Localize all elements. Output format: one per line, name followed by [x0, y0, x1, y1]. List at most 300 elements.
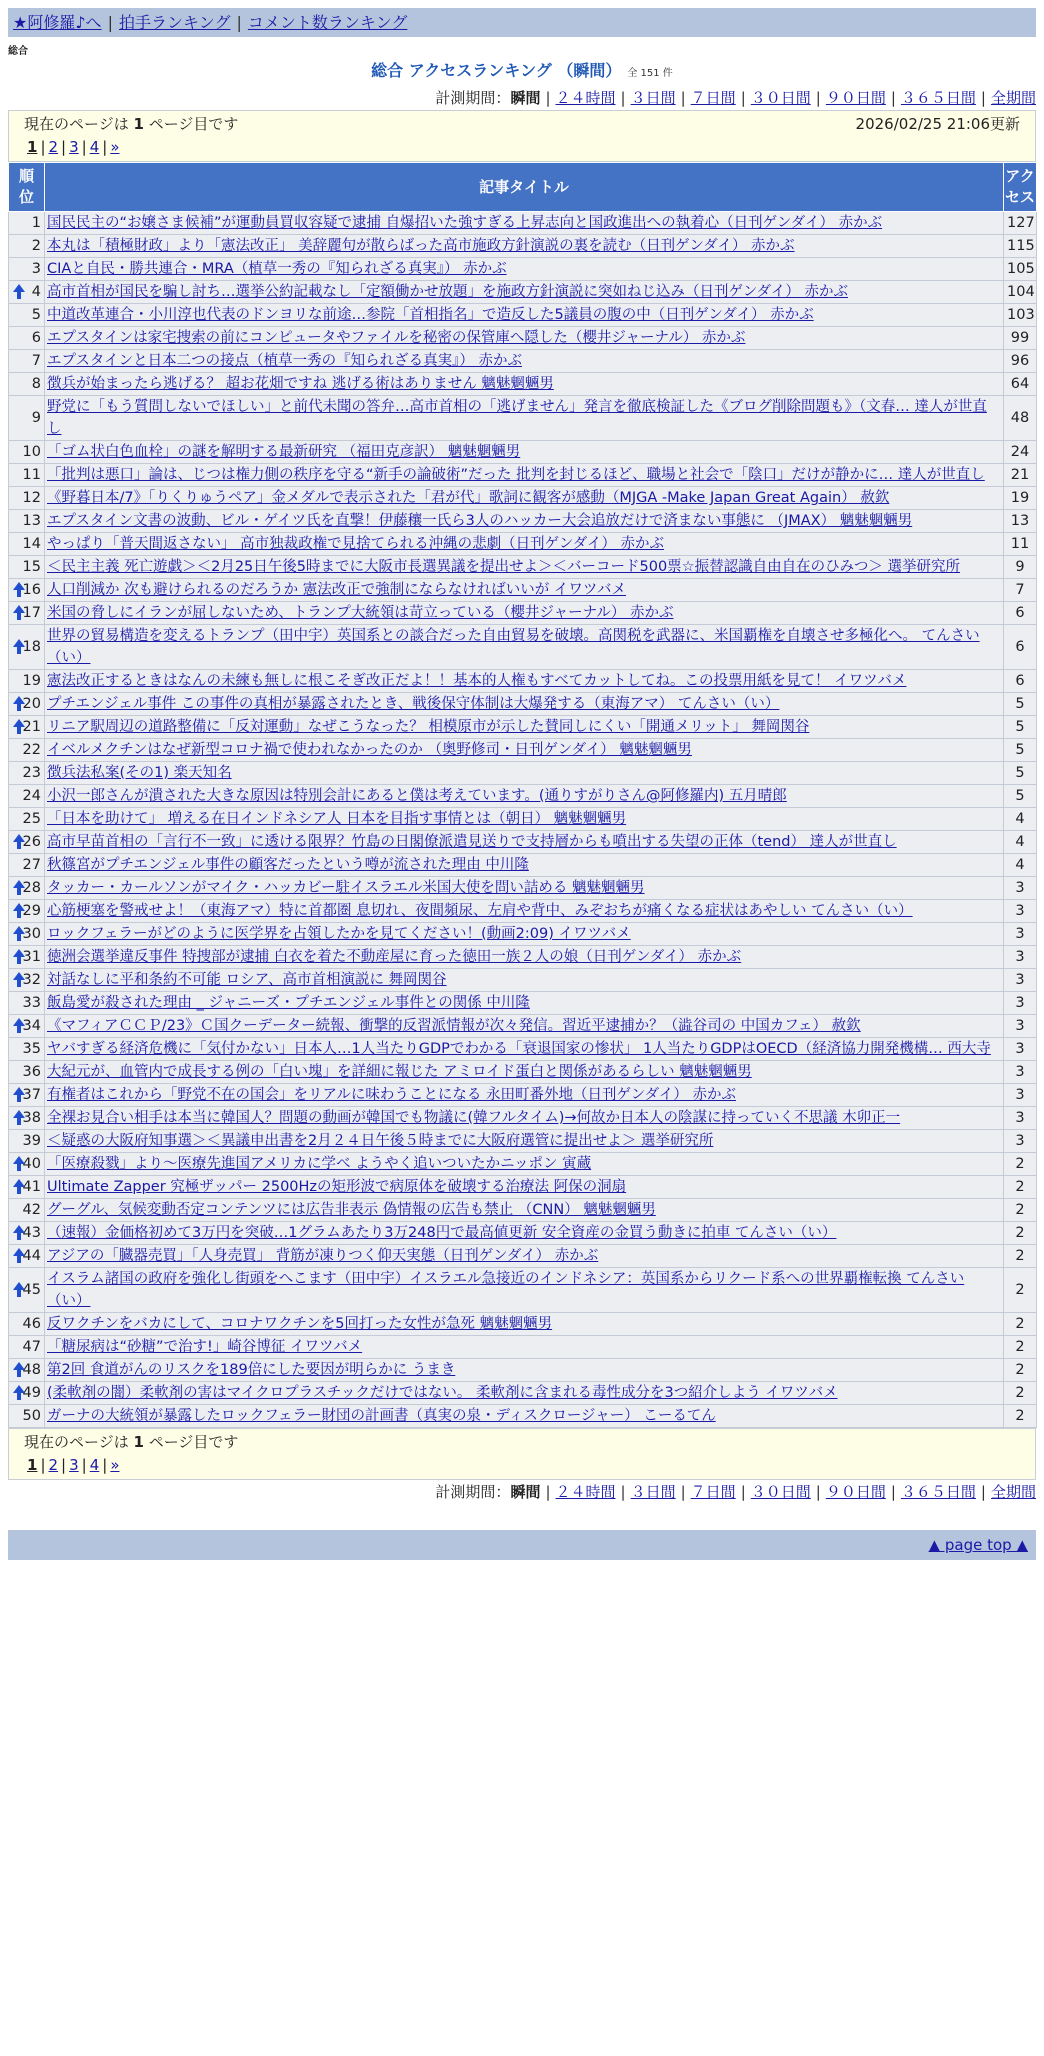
home-link[interactable]: ★阿修羅♪へ [13, 13, 102, 32]
period-link[interactable]: ７日間 [690, 89, 736, 107]
table-row [9, 992, 1037, 1015]
article-link[interactable]: 「医療殺戮」より〜医療先進国アメリカに学べ ようやく追いついたかニッポン 寅蔵 [47, 1156, 592, 1172]
period-link[interactable]: 全期間 [990, 89, 1036, 107]
title-cell [45, 212, 1004, 235]
rank-number: 9 [31, 410, 41, 426]
article-link[interactable]: エプスタイン文書の波動、ビル・ゲイツ氏を直撃！伊藤穰一氏ら3人のハッカー大会追放だけで済まない事態に （JMAX） 魑魅魍魎男 [47, 513, 913, 529]
title-cell [45, 1245, 1004, 1268]
footer-bar [8, 1530, 1036, 1560]
period-link[interactable]: ２４時間 [555, 1483, 616, 1501]
pager-link[interactable]: 3 [69, 138, 79, 156]
article-link[interactable]: イベルメクチンはなぜ新型コロナ禍で使われなかったのか （奥野修司・日刊ゲンダイ） 魑魅魍魎男 [47, 742, 692, 758]
access-count: 3 [1004, 1015, 1037, 1038]
title-cell [45, 946, 1004, 969]
article-link[interactable]: タッカー・カールソンがマイク・ハッカビー駐イスラエル米国大使を問い詰める 魑魅魍魎男 [47, 880, 645, 896]
access-count: 2 [1004, 1405, 1037, 1428]
rank-number: 47 [22, 1339, 41, 1355]
access-count: 5 [1004, 762, 1037, 785]
access-count: 2 [1004, 1336, 1037, 1359]
article-link[interactable]: 人口削減か 次も避けられるのだろうか 憲法改正で強制にならなければいいが イワツバメ [47, 582, 627, 598]
access-count: 2 [1004, 1313, 1037, 1336]
table-row [9, 235, 1037, 258]
rank-up-arrow-icon [13, 949, 25, 957]
article-link[interactable]: 第2回 食道がんのリスクを189倍にした要因が明らかに うまき [47, 1362, 456, 1378]
rank-up-arrow-icon [13, 1225, 25, 1233]
rank-up-arrow-icon [13, 719, 25, 727]
table-row [9, 1084, 1037, 1107]
article-link[interactable]: ＜民主主義 死亡遊戯＞＜2月25日午後5時までに大阪市長選異議を提出せよ＞＜バーコード500票☆振替認識自由自在のひみつ＞ 選挙研究所 [47, 559, 960, 575]
article-link[interactable]: 反ワクチンをバカにして、コロナワクチンを5回打った女性が急死 魑魅魍魎男 [47, 1316, 553, 1332]
article-link[interactable]: 徴兵法私案(その1) 楽天知名 [47, 765, 232, 781]
title-cell [45, 877, 1004, 900]
title-cell [45, 281, 1004, 304]
article-link[interactable]: 国民民主の“お嬢さま候補”が運動員買収容疑で逮捕 自爆招いた強すぎる上昇志向と国政進出への執着心（日刊ゲンダイ） 赤かぶ [47, 215, 883, 231]
title-cell [45, 258, 1004, 281]
rank-number: 33 [22, 995, 41, 1011]
article-link[interactable]: 徳洲会選挙違反事件 特捜部が逮捕 白衣を着た不動産屋に育った徳田一族２人の娘（日刊ゲンダイ） 赤かぶ [47, 949, 742, 965]
rank-number: 48 [22, 1362, 41, 1378]
title-cell [45, 1176, 1004, 1199]
article-link[interactable]: Ultimate Zapper 究極ザッパー 2500Hzの矩形波で病原体を破壊する治療法 阿保の洞扇 [47, 1179, 627, 1195]
access-count: 2 [1004, 1382, 1037, 1405]
access-count: 3 [1004, 877, 1037, 900]
rank-number: 30 [22, 926, 41, 942]
title-cell [45, 693, 1004, 716]
title-cell [45, 923, 1004, 946]
access-count: 2 [1004, 1359, 1037, 1382]
table-row [9, 1107, 1037, 1130]
rank-cell [9, 1199, 45, 1222]
article-link[interactable]: プチエンジェル事件 この事件の真相が暴露されたとき、戦後保守体制は大爆発する（東海アマ） てんさい（い） [47, 696, 780, 712]
rank-cell [9, 1061, 45, 1084]
rank-number: 19 [22, 673, 41, 689]
rank-up-arrow-icon [13, 903, 25, 911]
page-top-link[interactable]: ▲ page top ▲ [928, 1536, 1028, 1554]
rank-cell [9, 831, 45, 854]
rank-number: 32 [22, 972, 41, 988]
title-cell [45, 1038, 1004, 1061]
rank-number: 23 [22, 765, 41, 781]
rank-number: 31 [22, 949, 41, 965]
access-count: 96 [1004, 350, 1037, 373]
article-link[interactable]: ガーナの大統領が暴露したロックフェラー財団の計画書（真実の泉・ディスクロージャー） こーるてん [47, 1408, 716, 1424]
rank-cell [9, 1038, 45, 1061]
rank-cell [9, 579, 45, 602]
rank-cell [9, 1313, 45, 1336]
table-row [9, 716, 1037, 739]
period-separator: | [620, 89, 626, 107]
period-label: 計測期間： [435, 89, 511, 107]
period-link[interactable]: ３日間 [630, 89, 676, 107]
period-selector-bottom [8, 1480, 1036, 1504]
rank-up-arrow-icon [13, 1248, 25, 1256]
table-row [9, 441, 1037, 464]
pager-current: 1 [27, 1456, 38, 1474]
rank-number: 17 [22, 605, 41, 621]
article-link[interactable]: 徴兵が始まったら逃げる？ 超お花畑ですね 逃げる術はありません 魑魅魍魎男 [47, 376, 554, 392]
period-separator: | [740, 89, 746, 107]
rank-cell [9, 716, 45, 739]
access-count: 4 [1004, 854, 1037, 877]
table-row [9, 854, 1037, 877]
rank-number: 8 [31, 376, 41, 392]
access-count: 7 [1004, 579, 1037, 602]
access-count: 64 [1004, 373, 1037, 396]
rank-up-arrow-icon [13, 284, 25, 292]
period-link[interactable]: ３０日間 [750, 1483, 811, 1501]
access-count: 104 [1004, 281, 1037, 304]
rank-up-arrow-icon [13, 1018, 25, 1026]
article-link[interactable]: 野党に「もう質問しないでほしい」と前代未聞の答弁…高市首相の「逃げません」発言を徹底検証した《ブログ削除問題も》（文春… 達人が世直し [47, 399, 987, 437]
comment-ranking-link[interactable]: コメント数ランキング [247, 13, 408, 32]
total-count: 全 151 件 [627, 68, 673, 79]
table-row [9, 808, 1037, 831]
rank-cell [9, 373, 45, 396]
rank-number: 7 [31, 353, 41, 369]
period-separator: | [890, 89, 896, 107]
ranking-table-body [9, 212, 1037, 1428]
title-cell [45, 1222, 1004, 1245]
pager-link[interactable]: » [110, 138, 120, 156]
article-link[interactable]: （速報）金価格初めて3万円を突破…1グラムあたり3万248円で最高値更新 安全資産の金買う動きに拍車 てんさい（い） [47, 1225, 837, 1241]
table-row [9, 602, 1037, 625]
article-link[interactable]: (柔軟剤の闇）柔軟剤の害はマイクロプラスチックだけではない。 柔軟剤に含まれる毒性成分を3つ紹介しよう イワツバメ [47, 1385, 838, 1401]
article-link[interactable]: 「ゴム状白色血栓」の謎を解明する最新研究 （福田克彦訳） 魑魅魍魎男 [47, 444, 521, 460]
table-row [9, 831, 1037, 854]
rank-number: 45 [22, 1282, 41, 1298]
access-count: 5 [1004, 716, 1037, 739]
page-suffix: ページ目です [148, 1433, 239, 1451]
title-cell [45, 350, 1004, 373]
article-link[interactable]: 対話なしに平和条約不可能 ロシア、高市首相演説に 舞岡関谷 [47, 972, 447, 988]
title-cell [45, 327, 1004, 350]
current-page-text [24, 1431, 238, 1454]
rank-up-arrow-icon [13, 880, 25, 888]
title-cell [45, 510, 1004, 533]
access-count: 2 [1004, 1245, 1037, 1268]
table-row [9, 1336, 1037, 1359]
page-prefix: 現在のページは [24, 115, 129, 133]
rank-cell [9, 1107, 45, 1130]
rank-number: 36 [22, 1064, 41, 1080]
rank-number: 25 [22, 811, 41, 827]
rank-up-arrow-icon [13, 1179, 25, 1187]
col-access-header [1004, 163, 1037, 212]
rank-cell [9, 1176, 45, 1199]
rank-up-arrow-icon [13, 1385, 25, 1393]
rank-cell [9, 1382, 45, 1405]
access-count: 115 [1004, 235, 1037, 258]
pager-link[interactable]: 2 [48, 138, 59, 156]
article-link[interactable]: 「糖尿病は“砂糖”で治す!」崎谷博征 イワツバメ [47, 1339, 363, 1355]
rank-up-arrow-icon [13, 972, 25, 980]
title-cell [45, 1084, 1004, 1107]
access-count: 5 [1004, 739, 1037, 762]
access-count: 13 [1004, 510, 1037, 533]
table-row [9, 1176, 1037, 1199]
article-link[interactable]: リニア駅周辺の道路整備に「反対運動」なぜこうなった？ 相模原市が示した賛同しにくい「開通メリット」 舞岡関谷 [47, 719, 810, 735]
col-access-label: アクセス [1005, 167, 1036, 206]
table-row [9, 739, 1037, 762]
table-row [9, 969, 1037, 992]
article-link[interactable]: エプスタインは家宅捜索の前にコンピュータやファイルを秘密の保管庫へ隠した（櫻井ジャーナル） 赤かぶ [47, 330, 746, 346]
clap-ranking-link[interactable]: 拍手ランキング [118, 13, 231, 32]
rank-number: 49 [22, 1385, 41, 1401]
period-link[interactable]: ７日間 [690, 1483, 736, 1501]
title-cell [45, 900, 1004, 923]
period-separator: | [545, 1483, 551, 1501]
pager-link[interactable]: 2 [48, 1456, 59, 1474]
table-row [9, 1061, 1037, 1084]
rank-number: 38 [22, 1110, 41, 1126]
rank-cell [9, 1130, 45, 1153]
table-header-row [9, 163, 1037, 212]
title-cell [45, 1107, 1004, 1130]
access-count: 9 [1004, 556, 1037, 579]
article-link[interactable]: 高市首相が国民を騙し討ち…選挙公約記載なし「定額働かせ放題」を施政方針演説に突如ねじ込み（日刊ゲンダイ） 赤かぶ [47, 284, 848, 300]
access-count: 3 [1004, 1084, 1037, 1107]
title-cell [45, 533, 1004, 556]
access-count: 19 [1004, 487, 1037, 510]
pager-separator: | [61, 138, 67, 156]
period-link[interactable]: ３日間 [630, 1483, 676, 1501]
title-cell [45, 602, 1004, 625]
nav-separator: | [107, 13, 113, 32]
title-cell [45, 854, 1004, 877]
title-cell [45, 1382, 1004, 1405]
rank-cell [9, 258, 45, 281]
table-row [9, 1153, 1037, 1176]
rank-number: 16 [22, 582, 41, 598]
access-count: 2 [1004, 1222, 1037, 1245]
rank-number: 43 [22, 1225, 41, 1241]
period-separator: | [620, 1483, 626, 1501]
access-count: 127 [1004, 212, 1037, 235]
rank-cell [9, 510, 45, 533]
rank-cell [9, 946, 45, 969]
access-count: 105 [1004, 258, 1037, 281]
rank-number: 40 [22, 1156, 41, 1172]
title-cell [45, 396, 1004, 441]
page-number: 1 [133, 1433, 144, 1451]
period-link[interactable]: ３６５日間 [900, 89, 976, 107]
pager-link[interactable]: 4 [89, 1456, 100, 1474]
rank-cell [9, 625, 45, 670]
table-row [9, 1038, 1037, 1061]
article-link[interactable]: 米国の脅しにイランが屈しないため、トランプ大統領は苛立っている（櫻井ジャーナル） 赤かぶ [47, 605, 674, 621]
title-cell [45, 1061, 1004, 1084]
rank-cell [9, 304, 45, 327]
period-link[interactable]: ９０日間 [825, 89, 886, 107]
page-suffix: ページ目です [148, 115, 239, 133]
table-row [9, 281, 1037, 304]
title-cell [45, 464, 1004, 487]
rank-cell [9, 281, 45, 304]
page-number: 1 [133, 115, 144, 133]
title-cell [45, 992, 1004, 1015]
article-link[interactable]: 秋篠宮がプチエンジェル事件の顧客だったという噂が流された理由 中川隆 [47, 857, 529, 873]
title-cell [45, 487, 1004, 510]
table-row [9, 625, 1037, 670]
rank-cell [9, 1336, 45, 1359]
article-link[interactable]: 心筋梗塞を警戒せよ！（東海アマ）特に首都圏 息切れ、夜間頻尿、左肩や背中、みぞおちが痛くなる症状はあやしい てんさい（い） [47, 903, 913, 919]
access-count: 6 [1004, 625, 1037, 670]
article-link[interactable]: アジアの「臓器売買」「人身売買」 背筋が凍りつく仰天実態（日刊ゲンダイ） 赤かぶ [47, 1248, 599, 1264]
title-cell [45, 1405, 1004, 1428]
rank-number: 20 [22, 696, 41, 712]
rank-up-arrow-icon [13, 696, 25, 704]
article-link[interactable]: 本丸は「積極財政」より「憲法改正」 美辞麗句が散らばった高市施政方針演説の裏を読む（日刊ゲンダイ） 赤かぶ [47, 238, 795, 254]
article-link[interactable]: CIAと自民・勝共連合・MRA（植草一秀の『知られざる真実』） 赤かぶ [47, 261, 507, 277]
article-link[interactable]: 憲法改正するときはなんの未練も無しに根こそぎ改正だよ！！基本的人権もすべてカットしてね。この投票用紙を見て！ イワツバメ [47, 673, 907, 689]
ranking-table [8, 162, 1037, 1428]
article-link[interactable]: 《マフィアＣＣＰ/23》Ｃ国クーデーター続報、衝撃的反習派情報が次々発信。習近平逮捕か？（澁谷司の 中国カフェ） 赦欽 [47, 1018, 861, 1034]
article-link[interactable]: 小沢一郎さんが潰された大きな原因は特別会計にあると僕は考えています。(通りすがりさん@阿修羅内) 五月晴郎 [47, 788, 787, 804]
period-separator: | [980, 1483, 986, 1501]
title-cell [45, 1336, 1004, 1359]
period-link[interactable]: ２４時間 [555, 89, 616, 107]
period-link[interactable]: ３６５日間 [900, 1483, 976, 1501]
table-row [9, 900, 1037, 923]
rank-cell [9, 235, 45, 258]
article-link[interactable]: イスラム諸国の政府を強化し街頭をへこます（田中宇）イスラエル急接近のインドネシア：英国系からリクード系への世界覇権転換 てんさい（い） [47, 1271, 965, 1309]
table-row [9, 327, 1037, 350]
rank-number: 15 [22, 559, 41, 575]
title-cell [45, 235, 1004, 258]
rank-number: 18 [22, 639, 41, 655]
article-link[interactable]: 飯島愛が殺された理由 _ ジャニーズ・プチエンジェル事件との関係 中川隆 [47, 995, 530, 1011]
table-row [9, 1405, 1037, 1428]
article-link[interactable]: 《野暮日本/7》「りくりゅうペア」金メダルで表示された「君が代」歌詞に観客が感動（MJGA -Make Japan Great Again） 赦欽 [47, 490, 890, 506]
rank-number: 10 [22, 444, 41, 460]
pagination [24, 136, 1020, 159]
rank-cell [9, 1084, 45, 1107]
article-link[interactable]: 「日本を助けて」 増える在日インドネシア人 日本を目指す事情とは（朝日） 魑魅魍魎男 [47, 811, 627, 827]
top-nav-bar [8, 8, 1036, 37]
article-link[interactable]: 高市早苗首相の「言行不一致」に透ける限界？竹島の日閣僚派遣見送りで支持層からも噴出する失望の正体（tend） 達人が世直し [47, 834, 897, 850]
article-link[interactable]: ＜疑惑の大阪府知事選＞＜異議申出書を2月２４日午後５時までに大阪府選管に提出せよ＞ 選挙研究所 [47, 1133, 714, 1149]
rank-up-arrow-icon [13, 834, 25, 842]
rank-cell [9, 602, 45, 625]
article-link[interactable]: 世界の貿易構造を変えるトランプ（田中宇）英国系との談合だった自由貿易を破壊。高関税を武器に、米国覇権を自壊させ多極化へ。 てんさい（い） [47, 628, 980, 666]
access-count: 3 [1004, 923, 1037, 946]
rank-number: 5 [31, 307, 41, 323]
access-count: 3 [1004, 1038, 1037, 1061]
article-link[interactable]: やっぱり「普天間返さない」 高市独裁政権で見捨てられる沖縄の悲劇（日刊ゲンダイ） 赤かぶ [47, 536, 665, 552]
period-separator: | [980, 89, 986, 107]
article-link[interactable]: グーグル、気候変動否定コンテンツには広告非表示 偽情報の広告も禁止 （CNN） 魑魅魍魎男 [47, 1202, 656, 1218]
title-cell [45, 441, 1004, 464]
col-rank-header [9, 163, 45, 212]
rank-up-arrow-icon [13, 605, 25, 613]
rank-cell [9, 1245, 45, 1268]
category-label: 総合 [8, 46, 28, 57]
period-label: 計測期間： [435, 1483, 511, 1501]
rank-cell [9, 327, 45, 350]
rank-up-arrow-icon [13, 1282, 25, 1290]
rank-cell [9, 533, 45, 556]
pager-separator: | [40, 1456, 46, 1474]
access-count: 3 [1004, 1107, 1037, 1130]
title-cell [45, 1359, 1004, 1382]
rank-up-arrow-icon [13, 639, 25, 647]
period-current: 瞬間 [510, 89, 541, 107]
period-selector [8, 86, 1036, 110]
rank-cell [9, 556, 45, 579]
table-row [9, 1199, 1037, 1222]
title-cell [45, 304, 1004, 327]
article-link[interactable]: 「批判は悪口」論は、じつは権力側の秩序を守る“新手の論破術”だった 批判を封じるほど、職場と社会で「陰口」だけが静かに… 達人が世直し [47, 467, 985, 483]
page-title [8, 59, 1036, 86]
access-count: 2 [1004, 1176, 1037, 1199]
access-count: 3 [1004, 1130, 1037, 1153]
pager-link[interactable]: » [110, 1456, 120, 1474]
article-link[interactable]: 全裸お見合い相手は本当に韓国人？問題の動画が韓国でも物議に(韓フルタイム)→何故か日本人の陰謀に持っていく不思議 木卯正一 [47, 1110, 901, 1126]
rank-cell [9, 1405, 45, 1428]
title-cell [45, 1130, 1004, 1153]
article-link[interactable]: 有権者はこれから「野党不在の国会」をリアルに味わうことになる 永田町番外地（日刊ゲンダイ） 赤かぶ [47, 1087, 736, 1103]
table-row [9, 212, 1037, 235]
title-cell [45, 716, 1004, 739]
rank-up-arrow-icon [13, 582, 25, 590]
rank-cell [9, 212, 45, 235]
article-link[interactable]: ロックフェラーがどのように医学界を占領したかを見てください！(動画2:09) イワツバメ [47, 926, 631, 942]
rank-up-arrow-icon [13, 1156, 25, 1164]
rank-cell [9, 762, 45, 785]
period-link[interactable]: ９０日間 [825, 1483, 886, 1501]
pager-separator: | [102, 138, 108, 156]
pager-separator: | [61, 1456, 67, 1474]
article-link[interactable]: 大紀元が、血管内で成長する例の「白い塊」を詳細に報じた アミロイド蛋白と関係があるらしい 魑魅魍魎男 [47, 1064, 752, 1080]
title-cell [45, 670, 1004, 693]
table-row [9, 693, 1037, 716]
rank-cell [9, 1222, 45, 1245]
access-count: 3 [1004, 946, 1037, 969]
table-row [9, 533, 1037, 556]
rank-number: 22 [22, 742, 41, 758]
period-separator: | [680, 1483, 686, 1501]
col-rank-label: 順位 [18, 167, 34, 206]
article-link[interactable]: 中道改革連合・小川淳也代表のドンヨリな前途…参院「首相指名」で造反した5議員の腹の中（日刊ゲンダイ） 赤かぶ [47, 307, 814, 323]
rank-cell [9, 464, 45, 487]
rank-cell [9, 923, 45, 946]
pager-link[interactable]: 4 [89, 138, 100, 156]
rank-number: 29 [22, 903, 41, 919]
title-cell [45, 625, 1004, 670]
period-link[interactable]: ３０日間 [750, 89, 811, 107]
rank-number: 39 [22, 1133, 41, 1149]
table-row [9, 510, 1037, 533]
rank-cell [9, 670, 45, 693]
title-cell [45, 579, 1004, 602]
page-title-text: 総合 アクセスランキング （瞬間） [371, 61, 622, 80]
article-link[interactable]: エプスタインと日本二つの接点（植草一秀の『知られざる真実』） 赤かぶ [47, 353, 522, 369]
rank-number: 2 [31, 238, 41, 254]
rank-cell [9, 739, 45, 762]
access-count: 3 [1004, 1061, 1037, 1084]
title-cell [45, 1268, 1004, 1313]
title-cell [45, 808, 1004, 831]
rank-number: 21 [22, 719, 41, 735]
pager-separator: | [40, 138, 46, 156]
rank-number: 34 [22, 1018, 41, 1034]
access-count: 99 [1004, 327, 1037, 350]
pager-link[interactable]: 3 [69, 1456, 79, 1474]
period-separator: | [740, 1483, 746, 1501]
article-link[interactable]: ヤバすぎる経済危機に「気付かない」日本人…1人当たりGDPでわかる「衰退国家の惨状」 1人当たりGDPはOECD（経済協力開発機構… 西大寺 [47, 1041, 991, 1057]
access-count: 103 [1004, 304, 1037, 327]
period-link[interactable]: 全期間 [990, 1483, 1036, 1501]
